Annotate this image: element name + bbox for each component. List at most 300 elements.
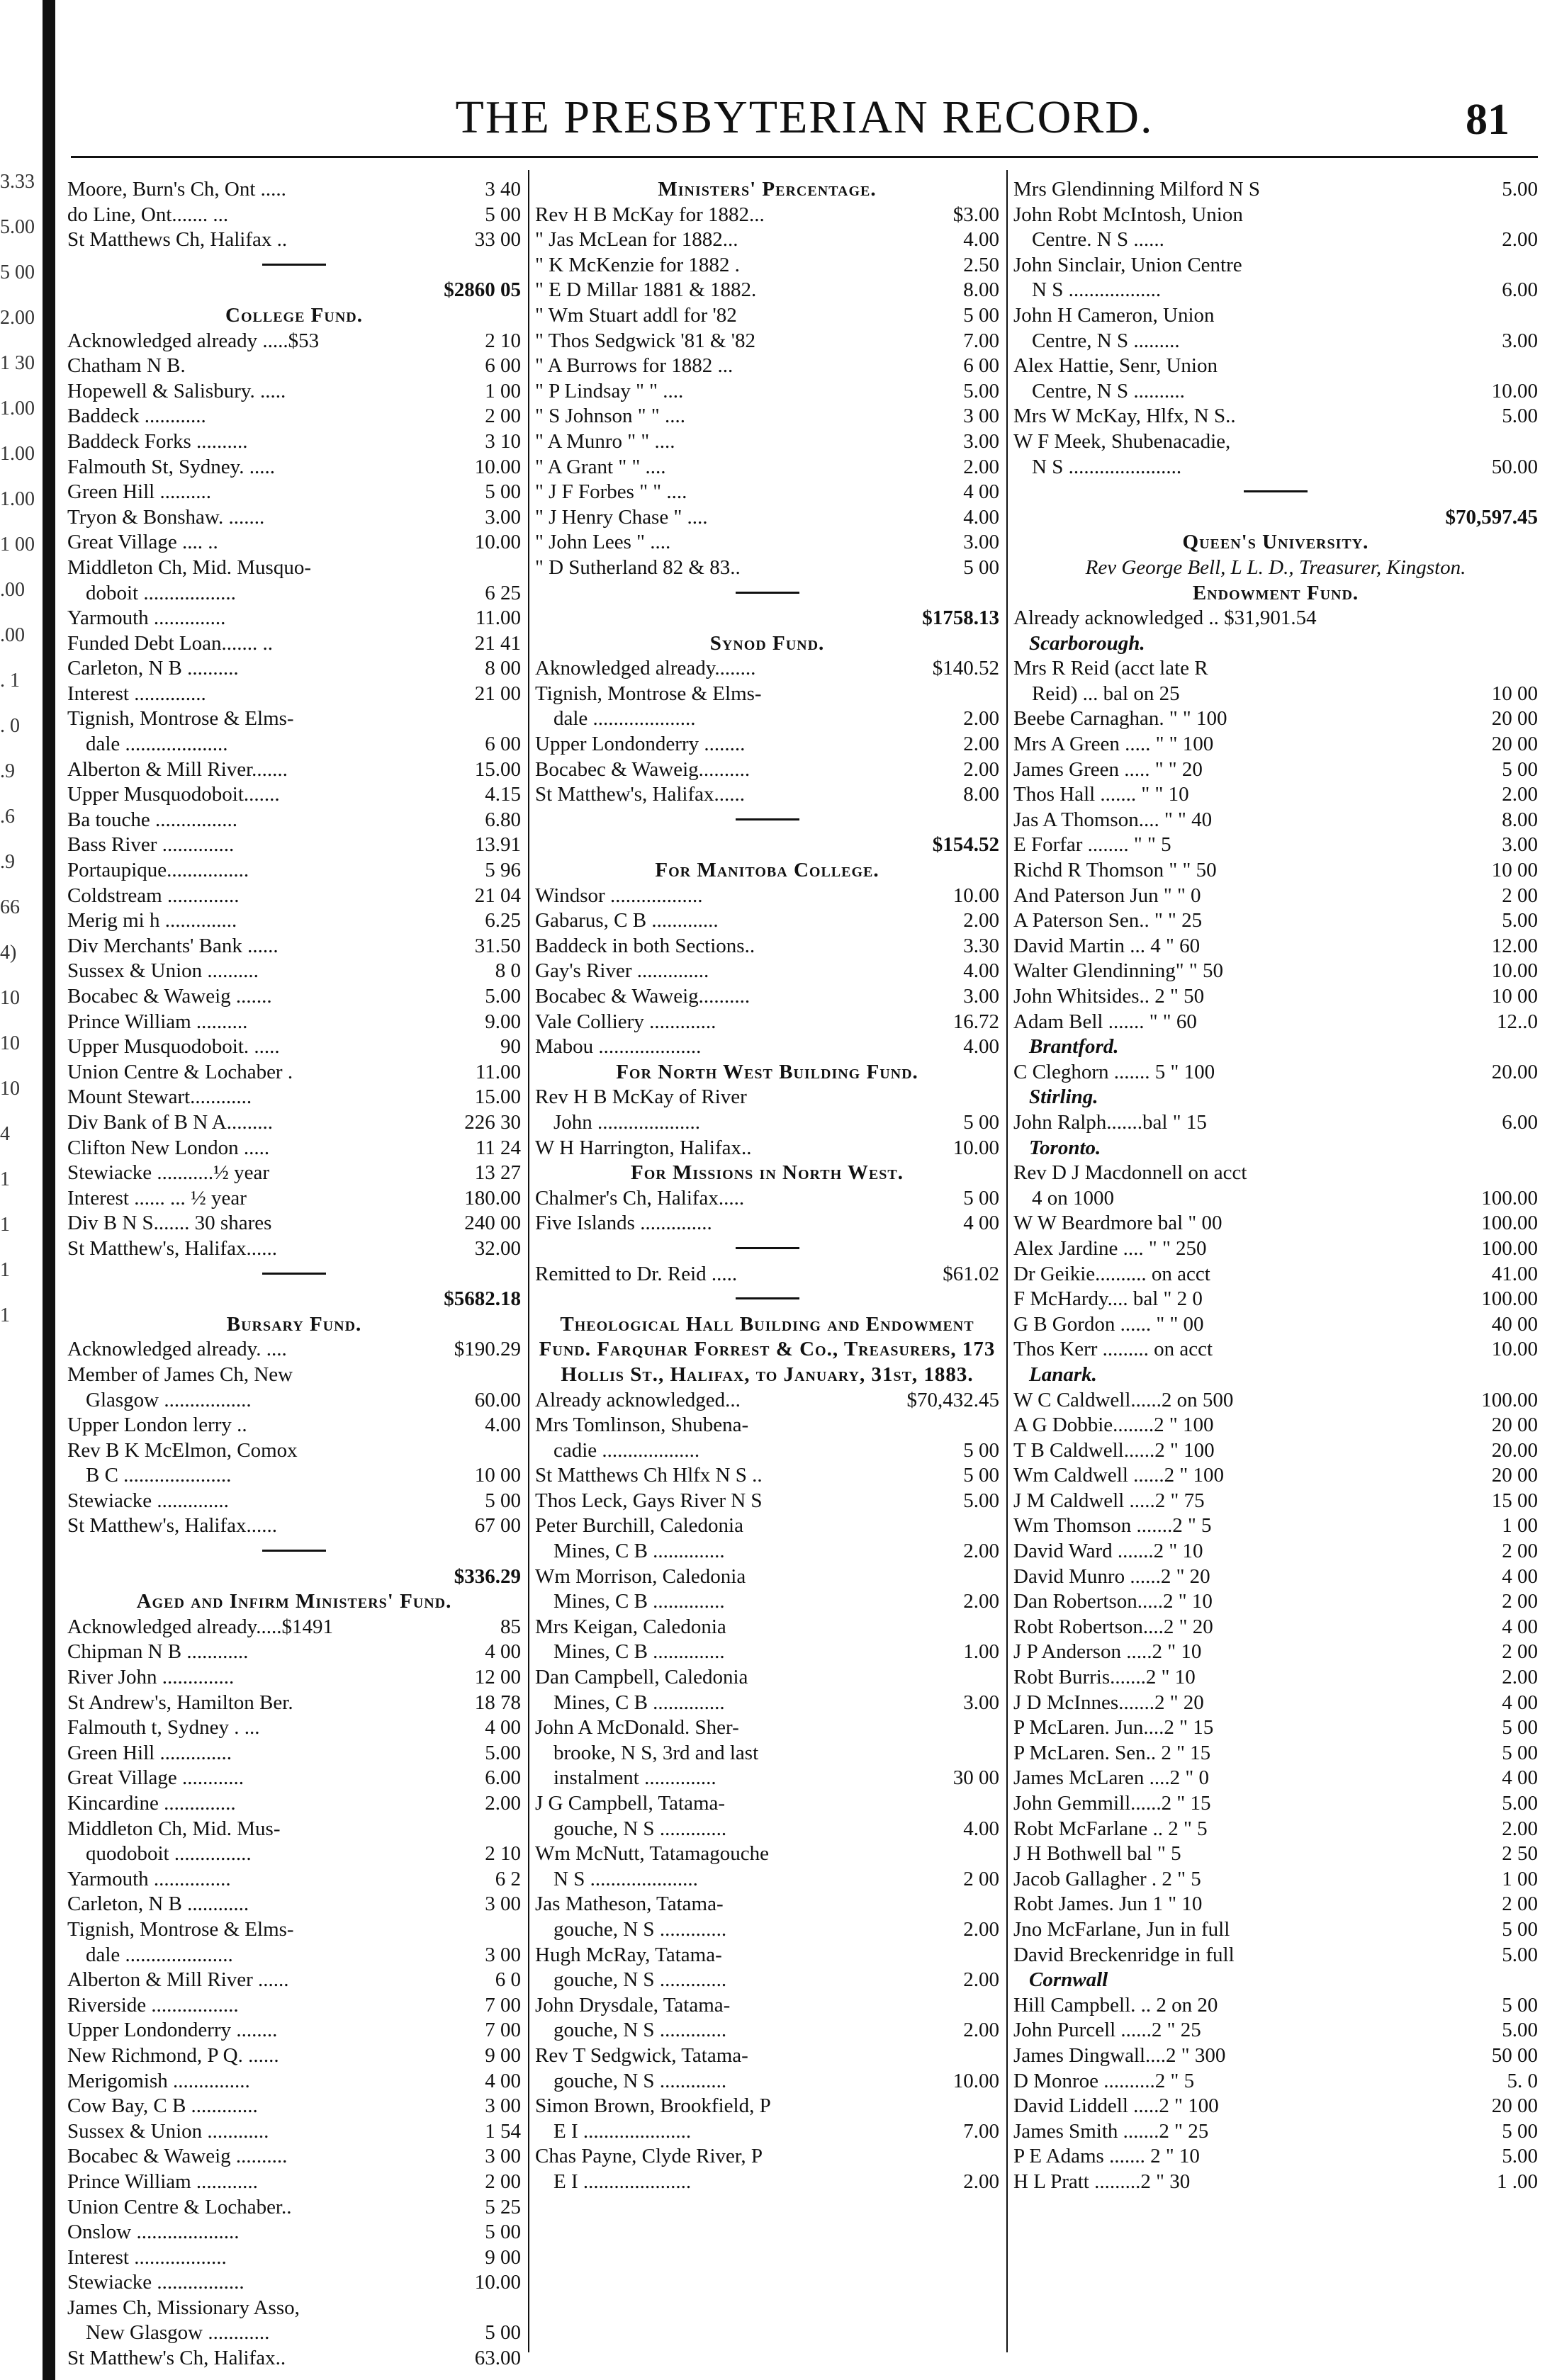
entry-name: Jacob Gallagher . 2 " 5 [1013,1867,1201,1890]
entry-amount: 5.00 [963,379,999,402]
entry-name: Thos Leck, Gays River N S [535,1489,763,1512]
ledger-row [1013,757,1538,783]
ledger-row [1013,2170,1538,2195]
ledger-row [535,2018,999,2043]
ledger-row [67,1993,521,2019]
entry-amount: 5 00 [485,2321,521,2345]
entry-name: Stewiacke ...........½ year [67,1161,270,1185]
entry-amount: 100.00 [1481,1212,1538,1235]
entry-name: Bocabec & Waweig.......... [535,757,751,781]
entry-amount: 6 00 [963,354,999,378]
rule-line [736,592,799,594]
entry-amount: 5.00 [485,1741,521,1764]
entry-amount: $3.00 [952,203,999,226]
entry-amount: 2.00 [1502,228,1538,252]
entry-name: Baddeck in both Sections.. [535,934,755,957]
section-heading: Bursary Fund. [226,1312,362,1336]
entry-amount: 5 00 [963,1438,999,1462]
entry-name: W C Caldwell......2 on 500 [1013,1388,1234,1411]
rule-line [262,264,326,266]
edge-fragment: 3.33 [0,171,35,193]
ledger-row [535,1791,999,1817]
entry-name: Mrs A Green ..... " " 100 [1013,733,1214,756]
entry-amount: 7.00 [963,329,999,352]
total-rule [535,581,999,607]
ledger-row [535,227,999,253]
binding-shadow [43,0,55,2380]
entry-name: W F Meek, Shubenacadie, [1013,429,1231,453]
entry-name: Rev H B McKay of River [535,1085,747,1109]
entry-amount: 10.00 [474,455,521,478]
entry-name: Sussex & Union ............ [67,2119,269,2143]
entry-name: St Matthew's, Halifax...... [67,1236,277,1260]
entry-amount: 3.00 [963,985,999,1008]
entry-name: Interest .................. [67,2245,227,2269]
ledger-row [1013,1993,1538,2019]
ledger-row [1013,1463,1538,1489]
entry-name: N S ..................... [553,1867,698,1890]
ledger-row [1013,1817,1538,1842]
entry-amount: 3 00 [485,2145,521,2168]
ledger-row [535,682,999,707]
entry-amount: 21 04 [474,884,521,907]
ledger-row [67,2270,521,2296]
entry-name: quodoboit ............... [86,1842,252,1866]
entry-amount: 3 00 [485,2094,521,2118]
entry-amount: 100.00 [1481,1287,1538,1311]
edge-fragment: 10 [0,987,20,1009]
ledger-row [67,934,521,959]
ledger-row [1013,2119,1538,2145]
entry-name: " D Sutherland 82 & 83.. [535,555,741,579]
entry-name: Thos Kerr ......... on acct [1013,1338,1213,1361]
edge-fragment: 1.00 [0,397,35,419]
page-binding-edge [0,0,50,2380]
entry-name: Mrs R Reid (acct late R [1013,657,1208,680]
entry-name: doboit .................. [86,581,236,604]
ledger-row [67,1766,521,1791]
entry-amount: 5.00 [1502,909,1538,932]
entry-amount: 2 00 [963,1867,999,1890]
ledger-row [535,253,999,278]
entry-name: Carleton, N B .......... [67,657,239,680]
ledger-row [535,1817,999,1842]
entry-name: P E Adams ....... 2 " 10 [1013,2145,1200,2168]
ledger-row [1013,1186,1538,1212]
entry-amount: 10.00 [952,1136,999,1159]
ledger-row [67,2043,521,2069]
locality-heading: Lanark. [1029,1363,1097,1386]
ledger-row [535,656,999,682]
entry-name: Already acknowledged... [535,1388,741,1411]
section-heading: For North West Building Fund. [616,1060,918,1083]
entry-name: Hugh McRay, Tatama- [535,1943,722,1966]
edge-fragment: 1 [0,1214,10,1236]
entry-amount: 9.00 [485,1010,521,1033]
entry-name: Stewiacke .............. [67,1489,229,1512]
entry-amount: 4.15 [485,783,521,806]
column-right [1013,177,1538,2352]
entry-name: St Andrew's, Hamilton Ber. [67,1691,293,1714]
entry-name: John H Cameron, Union [1013,303,1215,327]
entry-amount: 4 00 [1502,1766,1538,1790]
entry-amount: 5.00 [963,1489,999,1512]
entry-name: Alberton & Mill River ...... [67,1968,289,1992]
ledger-row [535,480,999,505]
ledger-row [67,2069,521,2094]
page-title: THE PRESBYTERIAN RECORD. [455,91,1154,143]
ledger-row [535,2119,999,2145]
ledger-row [1013,354,1538,379]
ledger-row [67,1892,521,1917]
total-rule [1013,480,1538,505]
entry-name: dale .................... [86,733,228,756]
entry-amount: 6.00 [485,1766,521,1790]
ledger-row [1013,1287,1538,1312]
entry-name: Gabarus, C B ............. [535,909,719,932]
ledger-row [67,329,521,354]
entry-name: Robt James. Jun 1 " 10 [1013,1893,1203,1916]
entry-amount: 10.00 [1491,959,1538,983]
entry-name: Remitted to Dr. Reid ..... [535,1262,738,1285]
entry-amount: 226 30 [464,1110,521,1134]
entry-name: Carleton, N B ............ [67,1893,249,1916]
entry-name: Mrs Tomlinson, Shubena- [535,1414,749,1437]
entry-amount: 2.00 [963,707,999,731]
ledger-row [535,2094,999,2119]
entry-name: do Line, Ont....... ... [67,203,229,226]
entry-name: Green Hill .............. [67,1741,232,1764]
entry-name: Acknowledged already.....$1491 [67,1615,334,1638]
entry-amount: 4 00 [485,1716,521,1739]
ledger-row [1013,1892,1538,1917]
entry-name: James Green ..... " " 20 [1013,757,1203,781]
edge-fragment: 4) [0,942,17,964]
ledger-row [67,1161,521,1186]
entry-name: Funded Debt Loan....... .. [67,631,273,655]
entry-name: Rev B K McElmon, Comox [67,1438,298,1462]
ledger-row [535,1539,999,1564]
entry-name: N S ...................... [1032,455,1182,478]
edge-fragment: 1 [0,1168,10,1190]
edge-fragment: 5 00 [0,261,35,283]
ledger-row [535,1665,999,1691]
entry-amount: 5.00 [1502,405,1538,428]
entry-name: " Thos Sedgwick '81 & '82 [535,329,755,352]
ledger-row [535,1136,999,1161]
entry-name: Stewiacke ................. [67,2271,244,2294]
rule-line [736,1247,799,1249]
entry-amount: 4 00 [1502,1691,1538,1714]
ledger-row [535,354,999,379]
ledger-row [535,278,999,303]
entry-amount: 15.00 [474,1085,521,1109]
entry-amount: 1 00 [485,379,521,402]
entry-name: P McLaren. Sen.. 2 " 15 [1013,1741,1211,1764]
ledger-row [1013,227,1538,253]
entry-amount: 2.00 [963,455,999,478]
ledger-row [535,1262,999,1287]
entry-amount: 100.00 [1481,1388,1538,1411]
page-header [71,85,1538,149]
ledger-row [67,1463,521,1489]
ledger-row [535,1085,999,1110]
section-heading: Endowment Fund. [1192,581,1359,604]
entry-name: Tignish, Montrose & Elms- [535,682,762,705]
entry-amount: 180.00 [464,1186,521,1209]
entry-name: " P Lindsay " " .... [535,379,684,402]
ledger-row [1013,606,1538,631]
ledger-row [67,808,521,833]
ledger-row [535,2144,999,2170]
entry-amount: 3 00 [963,405,999,428]
ledger-row [1013,1564,1538,1590]
edge-fragment: 10 [0,1032,20,1054]
entry-amount: 2.00 [963,2019,999,2042]
entry-amount: 12 00 [474,1666,521,1689]
entry-amount: 40 00 [1491,1312,1538,1336]
ledger-row [1013,429,1538,455]
ledger-row [1013,984,1538,1010]
entry-name: And Paterson Jun " " 0 [1013,884,1201,907]
column-divider [1006,170,1008,2352]
ledger-row [67,2346,521,2371]
ledger-row [67,1211,521,1236]
ledger-row [67,1186,521,1212]
entry-amount: 6.00 [1502,278,1538,302]
entry-name: Dan Robertson.....2 " 10 [1013,1590,1213,1613]
ledger-row [535,530,999,555]
ledger-row [67,1665,521,1691]
ledger-row [1013,908,1538,934]
section-heading: Synod Fund. [709,631,825,655]
entry-name: E I ..................... [553,2119,692,2143]
ledger-row [535,1867,999,1893]
entry-name: dale .................... [553,707,696,731]
entry-amount: 5 00 [963,1464,999,1487]
entry-amount: 2 00 [485,405,521,428]
ledger-row [67,1489,521,1514]
entry-name: Acknowledged already. .... [67,1338,287,1361]
ledger-row [67,2320,521,2346]
total-amount: $154.52 [932,833,999,857]
entry-name: Green Hill .......... [67,480,211,504]
ledger-row [1013,1438,1538,1464]
entry-name: " Wm Stuart addl for '82 [535,303,737,327]
entry-amount: 7 00 [485,1993,521,2017]
rule-line [262,1273,326,1275]
locality-heading: Stirling. [1029,1085,1098,1109]
entry-amount: 3.00 [1502,833,1538,857]
rule-line [1244,490,1308,492]
column-middle [535,177,999,2352]
section-heading: Aged and Infirm Ministers' Fund. [136,1590,452,1613]
entry-amount: 3.00 [963,1691,999,1714]
entry-amount: 2 50 [1502,1842,1538,1866]
ledger-row [1013,1236,1538,1262]
entry-name: Coldstream .............. [67,884,240,907]
entry-name: E Forfar ........ " " 5 [1013,833,1171,857]
entry-name: David Munro ......2 " 20 [1013,1564,1210,1588]
entry-name: Tignish, Montrose & Elms- [67,707,294,731]
entry-amount: 6 00 [485,354,521,378]
entry-name: Jas Matheson, Tatama- [535,1893,724,1916]
entry-name: St Matthews Ch, Halifax .. [67,228,288,252]
entry-name: G B Gordon ...... " " 00 [1013,1312,1204,1336]
ledger-row [67,404,521,429]
entry-name: New Glasgow ............ [86,2321,270,2345]
entry-name: N S .................. [1032,278,1162,302]
entry-name: " Jas McLean for 1882... [535,228,738,252]
entry-amount: 2.00 [1502,783,1538,806]
entry-amount: 8.00 [1502,808,1538,831]
column-divider [528,170,529,2352]
entry-name: W W Beardmore bal " 00 [1013,1212,1222,1235]
ledger-row [1013,2043,1538,2069]
entry-amount: 2 00 [1502,884,1538,907]
ledger-row [67,833,521,858]
entry-name: Rev T Sedgwick, Tatama- [535,2043,748,2067]
entry-amount: 90 [500,1035,521,1059]
entry-amount: 5 00 [963,1110,999,1134]
entry-amount: 8.00 [963,783,999,806]
ledger-row [67,555,521,581]
entry-amount: 1 00 [1502,1867,1538,1890]
edge-fragment: 1 30 [0,352,35,374]
ledger-row [67,1943,521,1968]
entry-amount: 21 41 [474,631,521,655]
entry-name: " K McKenzie for 1882 . [535,253,740,276]
section-heading: College Fund. [225,303,363,327]
ledger-row [535,2069,999,2094]
ledger-row [1013,379,1538,405]
ledger-row [1013,1312,1538,1338]
entry-name: cadie ................... [553,1438,700,1462]
ledger-row [67,379,521,405]
entry-name: Onslow .................... [67,2221,240,2244]
entry-name: John Drysdale, Tatama- [535,1993,731,2017]
ledger-row [535,1640,999,1665]
ledger-row [67,1034,521,1060]
ledger-row [1013,656,1538,682]
ledger-row [67,631,521,657]
entry-name: Thos Hall ....... " " 10 [1013,783,1189,806]
ledger-row [67,2094,521,2119]
entry-amount: 3 00 [485,1943,521,1966]
ledger-row [535,1110,999,1136]
entry-name: Centre, N S .......... [1032,379,1185,402]
entry-amount: 5.00 [1502,178,1538,201]
ledger-row [67,1110,521,1136]
ledger-row [535,1564,999,1590]
ledger-row [535,732,999,757]
entry-amount: 2 00 [1502,1540,1538,1563]
ledger-row [1013,1161,1538,1186]
entry-amount: 21 00 [474,682,521,705]
ledger-row [535,1211,999,1236]
entry-name: Upper Londonderry ........ [67,2019,278,2042]
section-heading: For Missions in North West. [631,1161,904,1185]
ledger-row [67,1413,521,1438]
entry-amount: 2.00 [1502,1666,1538,1689]
entry-name: Mount Stewart............ [67,1085,252,1109]
entry-name: St Matthew's, Halifax...... [67,1514,277,1538]
entry-amount: 10.00 [1491,379,1538,402]
entry-amount: 13 27 [474,1161,521,1185]
ledger-row [67,1236,521,1262]
ledger-row [67,2245,521,2271]
entry-amount: 18 78 [474,1691,521,1714]
edge-fragment: 1 00 [0,534,35,555]
entry-amount: $140.52 [932,657,999,680]
entry-amount: 1.00 [963,1640,999,1664]
entry-amount: 63.00 [474,2347,521,2370]
edge-fragment: 2.00 [0,307,35,329]
entry-name: Bocabec & Waweig ....... [67,985,272,1008]
entry-amount: 2.00 [963,1968,999,1992]
edge-fragment: 10 [0,1078,20,1100]
ledger-row [67,2119,521,2145]
entry-name: Mrs Glendinning Milford N S [1013,178,1260,201]
entry-amount: 4.00 [963,228,999,252]
total-amount: $1758.13 [922,607,999,630]
entry-amount: 5 00 [1502,1917,1538,1941]
entry-name: Mabou .................... [535,1035,702,1059]
entry-name: gouche, N S ............. [553,1917,727,1941]
ledger-row [67,706,521,732]
edge-fragment: .6 [0,806,15,828]
entry-name: Already acknowledged .. $31,901.54 [1013,607,1317,630]
entry-name: Wm Thomson .......2 " 5 [1013,1514,1212,1538]
entry-amount: 20.00 [1491,1438,1538,1462]
entry-amount: 4 00 [963,1212,999,1235]
ledger-row [535,455,999,480]
entry-amount: 2 00 [1502,1590,1538,1613]
entry-amount: 10.00 [474,2271,521,2294]
ledger-row [1013,1110,1538,1136]
ledger-row [535,379,999,405]
entry-name: Rev D J Macdonnell on acct [1013,1161,1247,1185]
ledger-row [67,2170,521,2195]
rule-line [736,1297,799,1299]
entry-name: " E D Millar 1881 & 1882. [535,278,757,302]
entry-amount: 3.00 [963,531,999,554]
entry-name: Prince William ............ [67,2170,258,2193]
total-row [535,606,999,631]
total-rule [67,1262,521,1287]
entry-amount: $190.29 [454,1338,521,1361]
ledger-row [67,1817,521,1842]
entry-name: Bass River .............. [67,833,235,857]
entry-name: Portaupique................ [67,859,249,882]
ledger-row [535,984,999,1010]
ledger-row [535,1691,999,1716]
ledger-row [1013,732,1538,757]
ledger-row [67,782,521,808]
entry-name: Mines, C B .............. [553,1691,725,1714]
entry-amount: 12..0 [1497,1010,1538,1033]
edge-fragment: 5.00 [0,216,35,238]
ledger-row [1013,1741,1538,1766]
edge-fragment: .00 [0,579,25,601]
entry-name: John .................... [553,1110,701,1134]
ledger-row [1013,1943,1538,1968]
entry-name: River John .............. [67,1666,235,1689]
ledger-row [67,1136,521,1161]
entry-amount: 20 00 [1491,1414,1538,1437]
ledger-row [67,480,521,505]
entry-name: Chalmer's Ch, Halifax..... [535,1186,745,1209]
